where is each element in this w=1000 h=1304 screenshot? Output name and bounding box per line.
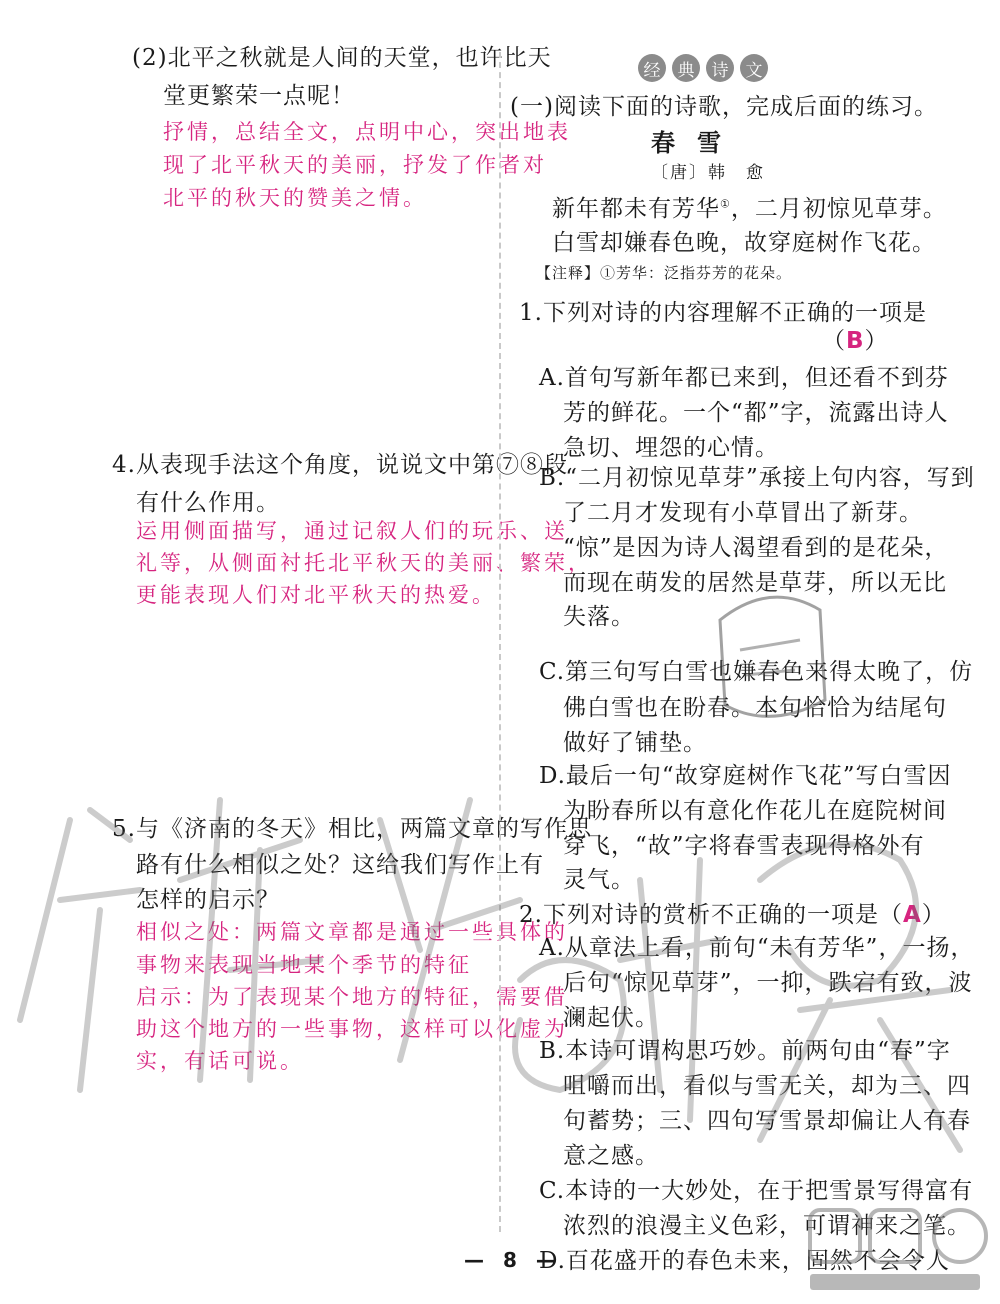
q1-option-c-line-3: 做好了铺垫。 [563,730,707,756]
q2-option-a-line-1: A.从章法上看，前句“未有芳华”，一扬， [539,935,975,961]
q1-option-a-line-1: A.首句写新年都已来到，但还看不到芬 [539,365,949,391]
q1-option-d-line-3: 穿飞，“故”字将春雪表现得格外有 [563,833,925,859]
question-5-line-3: 怎样的启示？ [136,887,280,913]
q2-option-d-line-1: D.百花盛开的春色未来，固然不会令人 [539,1248,950,1274]
poem-line-2: 白雪却嫌春色晚，故穿庭树作飞花。 [552,230,936,256]
question-4-line-2: 有什么作用。 [136,490,280,516]
question-5-line-1: 5.与《济南的冬天》相比，两篇文章的写作思 [112,816,592,842]
site-logo-watermark [800,1200,1000,1304]
banner-char: 典 [672,54,700,82]
question-5-line-2: 路有什么相似之处？这给我们写作上有 [136,852,544,878]
question-2-stem: 2.下列对诗的赏析不正确的一项是（ [519,902,903,928]
answer-4-line-3: 更能表现人们对北平秋天的热爱。 [136,583,496,607]
q2-option-a-line-2: 后句“惊见草芽”，一抑，跌宕有致，波 [563,970,973,996]
footnote-mark: ① [720,197,731,211]
question-1-stem: 1.下列对诗的内容理解不正确的一项是 [519,300,927,326]
answer-2-line-2: 现了北平秋天的美丽，抒发了作者对 [163,153,547,177]
section-banner [638,54,768,82]
q1-option-d-line-1: D.最后一句“故穿庭树作飞花”写白雪因 [539,763,952,789]
answer-5-line-1: 相似之处：两篇文章都是通过一些具体的 [136,920,568,944]
paren-close: ） [864,328,889,354]
q1-option-b-line-2: 了二月才发现有小草冒出了新芽。 [563,500,923,526]
banner-char: 文 [740,54,768,82]
q1-option-b-line-4: 而现在萌发的居然是草芽，所以无比 [563,570,947,596]
question-2-line-2: 堂更繁荣一点呢！ [163,83,355,109]
q2-option-c-line-2: 浓烈的浪漫主义色彩，可谓神来之笔。 [563,1213,971,1239]
q1-option-a-line-2: 芳的鲜花。一个“都”字，流露出诗人 [563,400,949,426]
answer-5-line-4: 助这个地方的一些事物，这样可以化虚为 [136,1017,568,1041]
q1-option-b-line-5: 失落。 [563,604,635,630]
poem-line-1-text: 新年都未有芳华 [552,196,720,222]
q1-option-a-line-3: 急切、埋怨的心情。 [563,435,779,461]
q1-option-b-line-1: B.“二月初惊见草芽”承接上句内容，写到 [539,465,975,491]
paren-close: ） [921,902,946,928]
reading-intro: (一)阅读下面的诗歌，完成后面的练习。 [510,94,938,120]
poem-author: 〔唐〕韩 愈 [651,163,765,183]
page-number: — 8 — [464,1248,562,1272]
answer-4-line-1: 运用侧面描写，通过记叙人们的玩乐、送 [136,519,568,543]
poem-line-1-rest: ，二月初惊见草芽。 [730,196,947,222]
question-1-answer-box [822,330,889,353]
answer-5-line-3: 启示：为了表现某个地方的特征，需要借 [136,985,568,1009]
answer-5-line-2: 事物来表现当地某个季节的特征 [136,953,472,977]
q1-option-c-line-1: C.第三句写白雪也嫌春色来得太晚了，仿 [539,659,974,685]
q1-option-d-line-2: 为盼春所以有意化作花儿在庭院树间 [563,798,947,824]
poem-title: 春雪 [651,128,743,157]
stamp-watermark [700,580,840,730]
banner-char: 经 [638,54,666,82]
poem-line-1 [552,198,947,221]
q1-option-d-line-4: 灵气。 [563,867,635,893]
q2-option-c-line-1: C.本诗的一大妙处，在于把雪景写得富有 [539,1178,974,1204]
q2-option-b-line-2: 咀嚼而出，看似与雪无关，却为三、四 [563,1073,971,1099]
q1-option-c-line-2: 佛白雪也在盼春。本句恰恰为结尾句 [563,695,947,721]
q2-option-b-line-3: 句蓄势；三、四句写雪景却偏让人有春 [563,1108,971,1134]
question-4-line-1: 4.从表现手法这个角度，说说文中第⑦⑧段 [112,452,568,478]
large-handwritten-watermark [0,760,1000,1180]
q1-option-b-line-3: “惊”是因为诗人渴望看到的是花朵， [563,535,949,561]
question-1-answer: B [846,328,865,354]
q2-option-b-line-4: 意之感。 [563,1143,659,1169]
answer-5-line-5: 实，有话可说。 [136,1049,304,1073]
banner-char: 诗 [706,54,734,82]
question-2-answer: A [902,902,922,928]
poem-note: 【注释】①芳华：泛指芬芳的花朵。 [536,264,793,282]
answer-4-line-2: 礼等，从侧面衬托北平秋天的美丽、繁荣， [136,551,592,575]
paren-open: （ [822,328,846,354]
q2-option-a-line-3: 澜起伏。 [563,1005,659,1031]
q2-option-b-line-1: B.本诗可谓构思巧妙。前两句由“春”字 [539,1038,951,1064]
question-2-line-1: (2)北平之秋就是人间的天堂，也许比天 [132,45,552,71]
answer-2-line-1: 抒情，总结全文，点明中心，突出地表 [163,120,571,144]
answer-2-line-3: 北平的秋天的赞美之情。 [163,186,427,210]
